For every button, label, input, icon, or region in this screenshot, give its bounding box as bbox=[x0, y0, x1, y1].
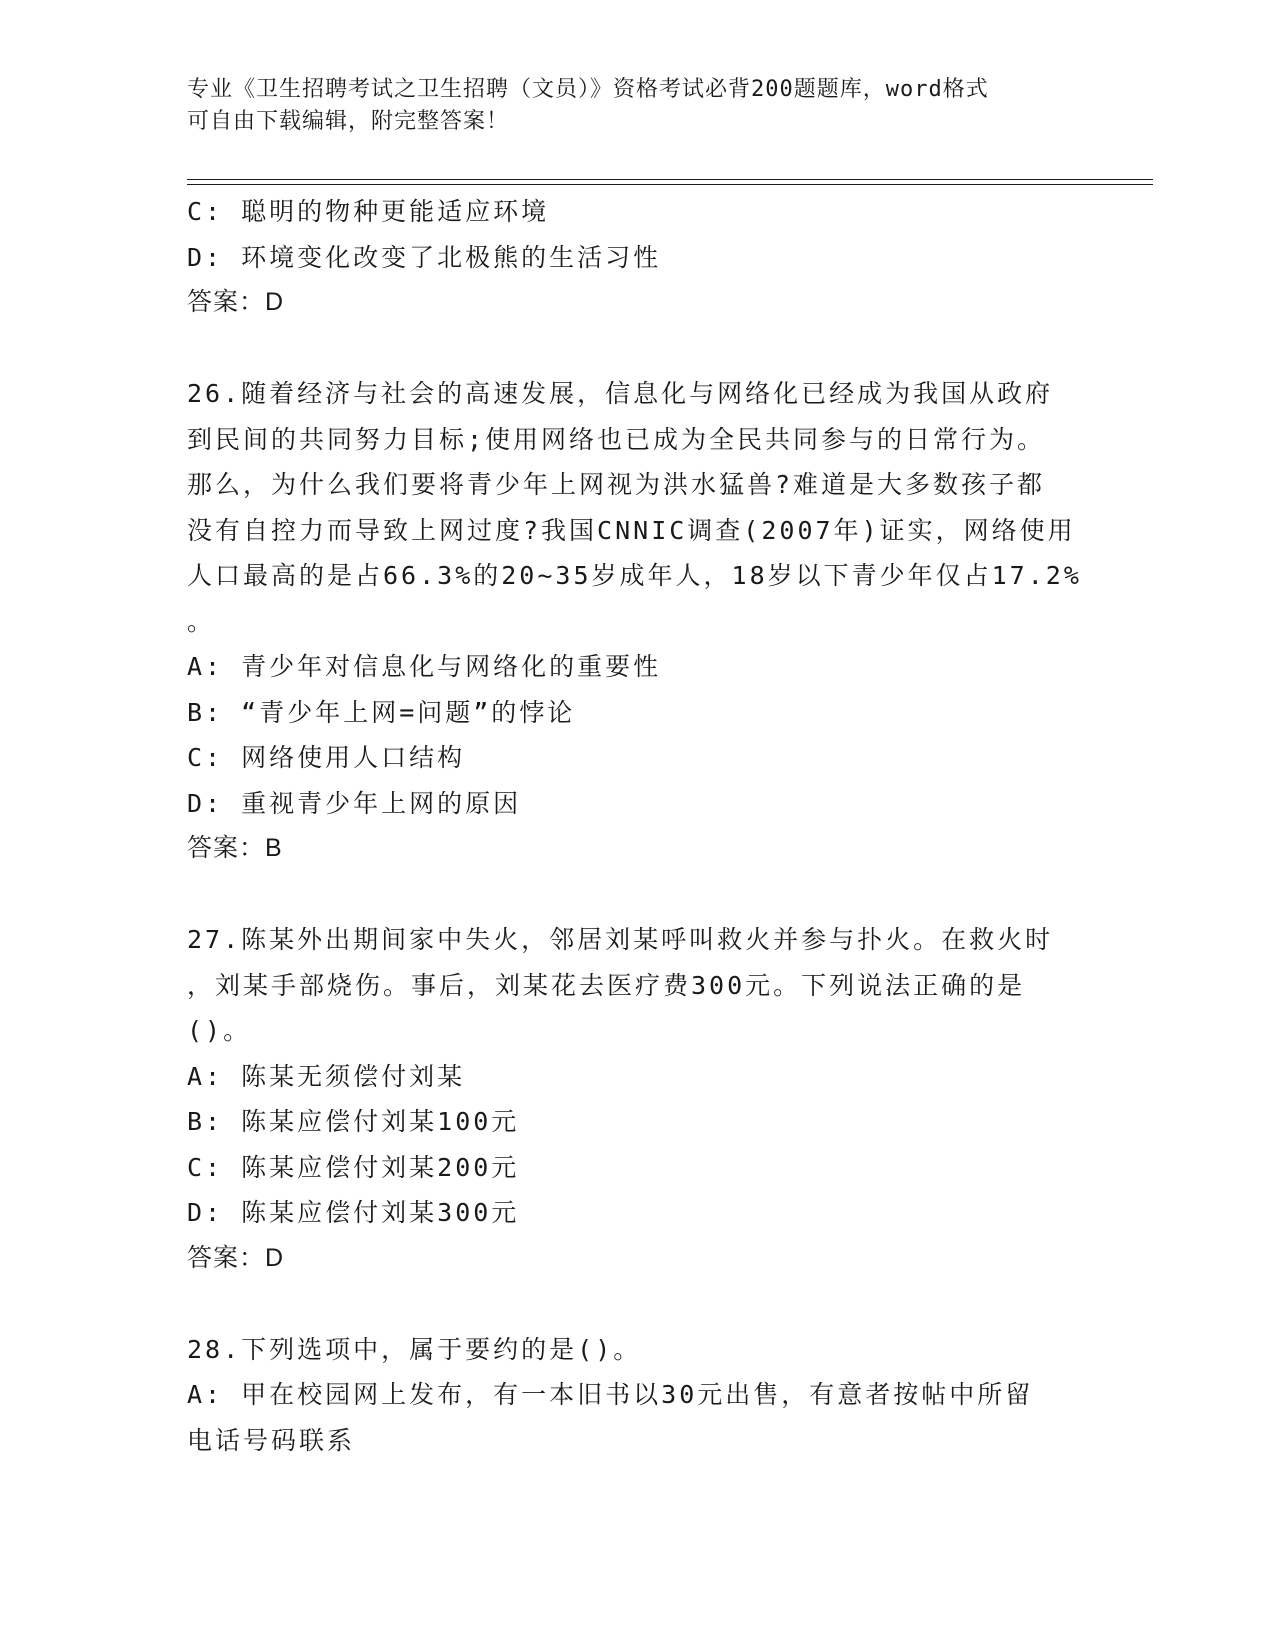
option-b: B: “青少年上网=问题”的悖论 bbox=[187, 697, 576, 727]
answer-label: 答案：D bbox=[187, 1243, 285, 1272]
header-title-line-2: 可自由下载编辑，附完整答案！ bbox=[187, 109, 510, 134]
question-stem-line: 没有自控力而导致上网过度?我国CNNIC调查(2007年)证实，网络使用 bbox=[187, 515, 1076, 545]
option-d: D: 陈某应偿付刘某300元 bbox=[187, 1198, 520, 1227]
question-25-tail bbox=[187, 189, 1087, 326]
option-a: A: 陈某无须偿付刘某 bbox=[187, 1061, 466, 1091]
question-stem-line: ()。 bbox=[187, 1016, 252, 1045]
question-stem-line: 26.随着经济与社会的高速发展，信息化与网络化已经成为我国从政府 bbox=[187, 379, 1054, 408]
question-stem-line: 到民间的共同努力目标;使用网络也已成为全民共同参与的日常行为。 bbox=[187, 424, 1046, 454]
option-a-continued: 电话号码联系 bbox=[187, 1425, 356, 1455]
question-28 bbox=[187, 1327, 1087, 1464]
spacer bbox=[187, 1281, 1087, 1327]
question-stem-line: 。 bbox=[187, 606, 216, 636]
document-header bbox=[187, 74, 1087, 138]
option-a: A: 甲在校园网上发布，有一本旧书以30元出售，有意者按帖中所留 bbox=[187, 1380, 1034, 1409]
header-divider-top bbox=[187, 179, 1153, 180]
question-stem-line: 那么，为什么我们要将青少年上网视为洪水猛兽?难道是大多数孩子都 bbox=[187, 470, 1046, 499]
question-stem-line: 27.陈某外出期间家中失火，邻居刘某呼叫救火并参与扑火。在救火时 bbox=[187, 925, 1054, 954]
option-d: D: 重视青少年上网的原因 bbox=[187, 788, 522, 818]
header-divider-bottom bbox=[187, 184, 1153, 185]
option-c: C: 网络使用人口结构 bbox=[187, 743, 466, 772]
option-c: C: 陈某应偿付刘某200元 bbox=[187, 1152, 520, 1182]
question-26 bbox=[187, 371, 1087, 872]
spacer bbox=[187, 872, 1087, 918]
header-title-line-1: 专业《卫生招聘考试之卫生招聘（文员）》资格考试必背200题题库，word格式 bbox=[187, 77, 989, 102]
option-d: D: 环境变化改变了北极熊的生活习性 bbox=[187, 242, 662, 272]
option-b: B: 陈某应偿付刘某100元 bbox=[187, 1107, 520, 1136]
spacer bbox=[187, 326, 1087, 372]
option-c: C: 聪明的物种更能适应环境 bbox=[187, 197, 550, 226]
question-27 bbox=[187, 917, 1087, 1281]
question-stem-line: 人口最高的是占66.3%的20~35岁成年人，18岁以下青少年仅占17.2% bbox=[187, 561, 1082, 590]
question-stem-line: ，刘某手部烧伤。事后，刘某花去医疗费300元。下列说法正确的是 bbox=[187, 970, 1026, 1000]
answer-label: 答案：D bbox=[187, 288, 285, 316]
question-content bbox=[187, 189, 1087, 1463]
question-stem: 28.下列选项中，属于要约的是()。 bbox=[187, 1334, 642, 1364]
answer-label: 答案：B bbox=[187, 834, 283, 862]
option-a: A: 青少年对信息化与网络化的重要性 bbox=[187, 652, 662, 681]
